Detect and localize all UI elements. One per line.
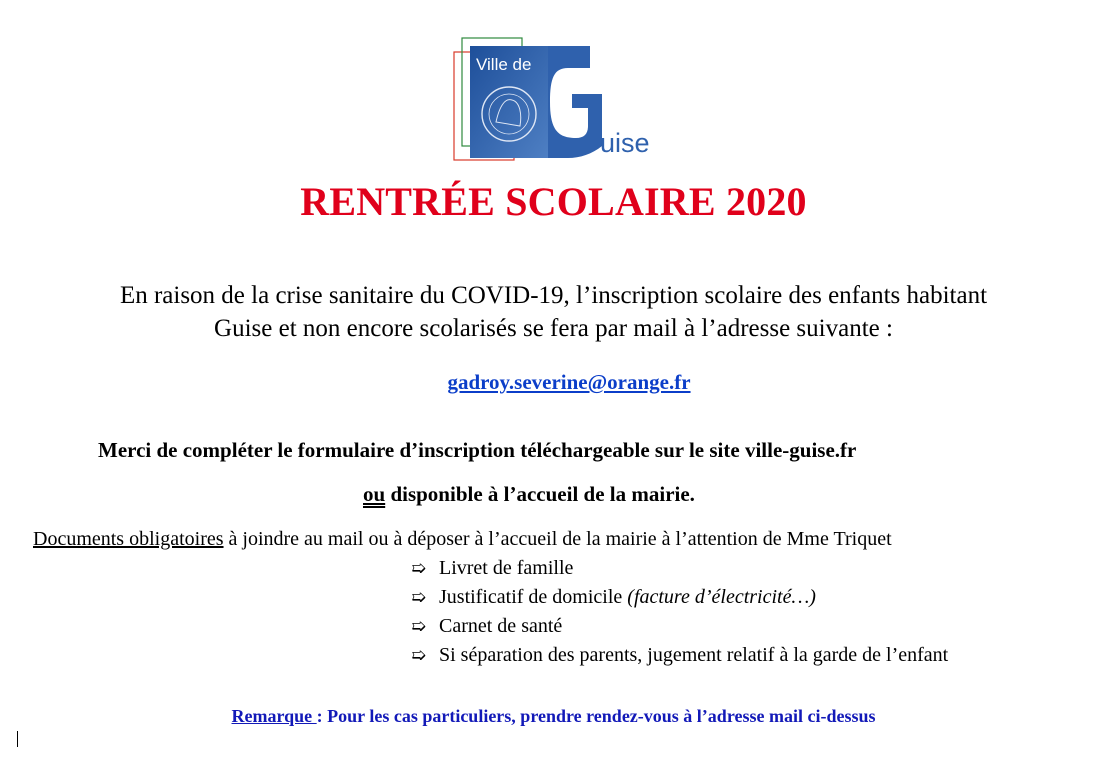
arrow-bullet-icon: ➯ bbox=[411, 587, 427, 608]
ou-word: ou bbox=[363, 482, 386, 506]
merci-paragraph: Merci de compléter le formulaire d’inscription téléchargeable sur le site ville-guise.fr bbox=[98, 438, 857, 462]
list-item-text: Livret de famille bbox=[439, 557, 574, 579]
documents-list bbox=[411, 554, 948, 670]
list-item-text: Justificatif de domicile bbox=[439, 586, 628, 608]
list-item bbox=[411, 583, 948, 612]
logo-text-ville-de: Ville de bbox=[476, 55, 532, 74]
ville-de-guise-logo bbox=[450, 34, 660, 164]
ou-rest: disponible à l’accueil de la mairie. bbox=[385, 482, 695, 506]
documents-paragraph bbox=[33, 528, 892, 551]
list-item-note: (facture d’électricité…) bbox=[627, 586, 816, 608]
list-item-text: Si séparation des parents, jugement relatif à la garde de l’enfant bbox=[439, 644, 949, 666]
documents-label: Documents obligatoires bbox=[33, 528, 224, 550]
text-cursor bbox=[17, 731, 18, 747]
intro-line-1: En raison de la crise sanitaire du COVID-19, l’inscription scolaire des enfants habitant bbox=[119, 282, 988, 309]
remarque-paragraph bbox=[0, 706, 1107, 727]
list-item bbox=[411, 612, 948, 641]
arrow-bullet-icon: ➯ bbox=[411, 558, 427, 579]
list-item bbox=[411, 554, 948, 583]
logo-text-uise: uise bbox=[600, 128, 650, 158]
list-item-text: Carnet de santé bbox=[439, 615, 563, 637]
intro-paragraph bbox=[0, 279, 1107, 345]
remarque-label: Remarque bbox=[231, 706, 317, 726]
documents-rest: à joindre au mail ou à déposer à l’accueil de la mairie à l’attention de Mme Triquet bbox=[223, 528, 892, 550]
arrow-bullet-icon: ➯ bbox=[411, 645, 427, 666]
intro-line-2: Guise et non encore scolarisés se fera par mail à l’adresse suivante : bbox=[214, 315, 893, 342]
email-link[interactable]: gadroy.severine@orange.fr bbox=[447, 370, 691, 394]
page-title: RENTRÉE SCOLAIRE 2020 bbox=[300, 179, 807, 224]
ou-disponible-paragraph bbox=[363, 482, 695, 507]
arrow-bullet-icon: ➯ bbox=[411, 616, 427, 637]
remarque-rest: : Pour les cas particuliers, prendre rendez-vous à l’adresse mail ci-dessus bbox=[316, 706, 876, 726]
list-item bbox=[411, 641, 948, 670]
